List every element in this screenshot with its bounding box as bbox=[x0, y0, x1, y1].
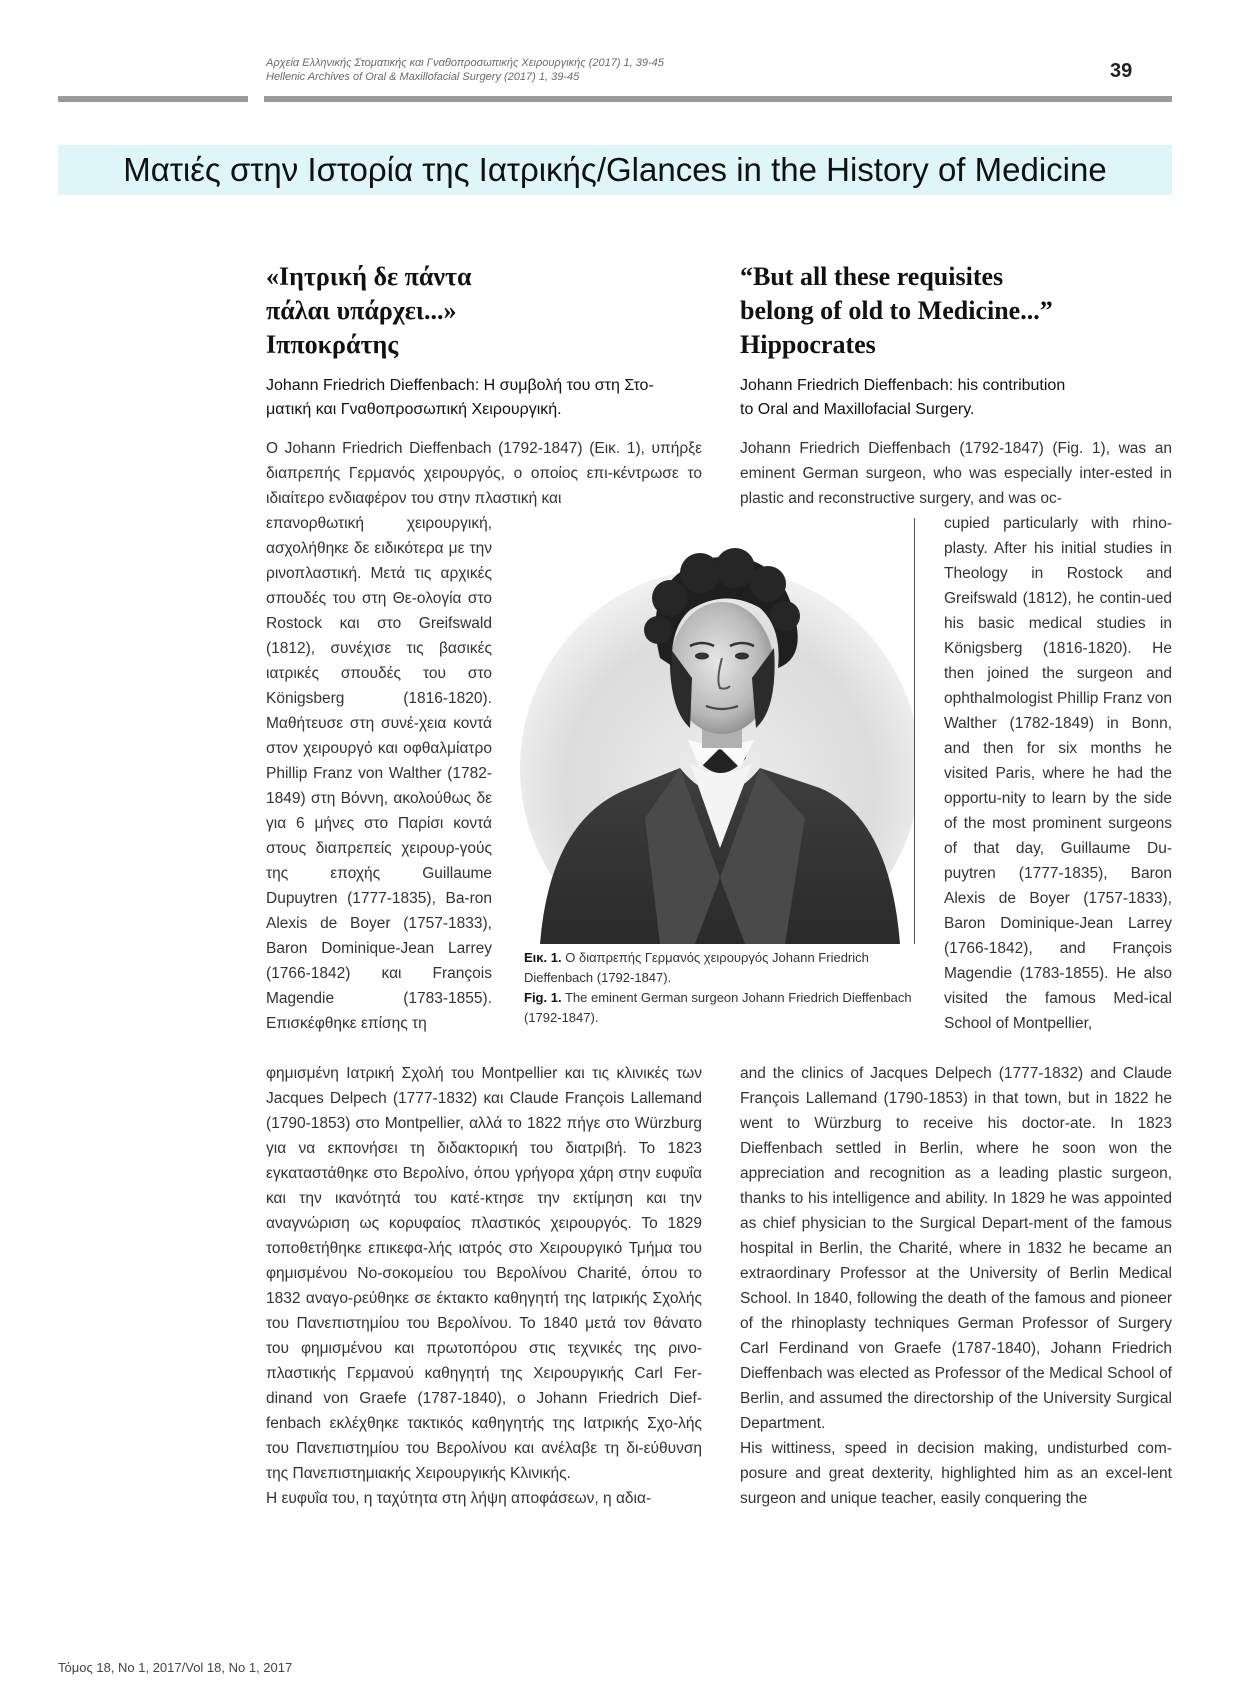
figure-caption-english-label: Fig. 1. bbox=[524, 990, 562, 1005]
figure-caption-greek-label: Εικ. 1. bbox=[524, 950, 562, 965]
journal-citation-english: Hellenic Archives of Oral & Maxillofacial Surgery (2017) 1, 39-45 bbox=[266, 71, 580, 83]
greek-quote bbox=[266, 260, 706, 362]
english-subtitle-line: Johann Friedrich Dieffenbach: his contribution bbox=[740, 377, 1066, 394]
english-quote-attribution: Hippocrates bbox=[740, 330, 876, 359]
greek-subtitle-line: ματική και Γναθοπροσωπική Χειρουργική. bbox=[266, 401, 562, 418]
english-subtitle-line: to Oral and Maxillofacial Surgery. bbox=[740, 401, 975, 418]
greek-paragraph: Ο Johann Friedrich Dieffenbach (1792-1847) (Εικ. 1), υπήρξε διαπρεπής Γερμανός χειρουργός, ο οποίος επι-κέντρωσε το ιδιαίτερο ενδιαφέρον του στην πλαστική και bbox=[266, 440, 702, 507]
english-paragraph: His wittiness, speed in decision making, undisturbed com-posure and great dexterity, highlighted him as an excel-lent surgeon and unique teacher, easily conquering the bbox=[740, 1440, 1172, 1507]
greek-article-subtitle bbox=[266, 374, 706, 422]
english-quote bbox=[740, 260, 1180, 362]
english-paragraph: cupied particularly with rhino-plasty. After his initial studies in Theology in Rostock and Greifswald (1812), he contin-ued his basic medical studies in Königsberg (1816-1820). He then joined the surgeon and ophthalmologist Phillip Franz von Walther (1782-1849) in Bonn, and then for six months he visited Paris, where he had the opportu-nity to learn by the side of the most prominent surgeons of that day, Guillaume Du-puytren (1777-1835), Baron Alexis de Boyer (1757-1833), Baron Dominique-Jean Larrey (1766-1842), and François Magendie (1783-1855). He also visited the famous Med-ical School of Montpellier, bbox=[944, 515, 1172, 1032]
greek-subtitle-line: Johann Friedrich Dieffenbach: Η συμβολή του στη Στο- bbox=[266, 377, 654, 394]
greek-body-wrap bbox=[266, 511, 492, 1061]
journal-citation bbox=[266, 56, 926, 84]
figure-caption-greek bbox=[524, 948, 914, 988]
english-body-rest bbox=[740, 1061, 1172, 1511]
english-paragraph: and the clinics of Jacques Delpech (1777-1832) and Claude François Lallemand (1790-1853) in that town, but in 1822 he went to Würzburg to receive his doctor-ate. In 1823 Dieffenbach settled in Berlin, where he soon won the appreciation and recognition as a leading plastic surgeon, thanks to his intelligence and ability. In 1829 he was appointed as chief physician to the Surgical Depart-ment of the famous hospital in Berlin, the Charité, where in 1832 he became an extraordinary Professor at the University of Berlin Medical School. In 1840, following the death of the famous and pioneer of the rhinoplasty techniques German Professor of Surgery Carl Ferdinand von Graefe (1787-1840), Johann Friedrich Dieffenbach was elected as Professor of the Medical School of Berlin, and assumed the directorship of the University Surgical Department. bbox=[740, 1065, 1172, 1432]
portrait-figure bbox=[520, 518, 915, 944]
figure-caption-greek-text: Ο διαπρεπής Γερμανός χειρουργός Johann Friedrich Dieffenbach (1792-1847). bbox=[524, 950, 869, 985]
greek-paragraph: φημισμένη Ιατρική Σχολή του Montpellier και τις κλινικές των Jacques Delpech (1777-1832) και Claude François Lallemand (1790-1853) στο Montpellier, αλλά το 1822 πήγε στο Würzburg για να εκπονήσει τη διδακτορική του διατριβή. Το 1823 εγκαταστάθηκε στο Βερολίνο, όπου γρήγορα χάρη στην ευφυΐα και την ικανότητά του κατέ-κτησε την εκτίμηση και την αναγνώριση ως κορυφαίος πλαστικός χειρουργός. Το 1829 τοποθετήθηκε επικεφα-λής ιατρός στο Χειρουργικό Τμήμα του φημισμένου Νο-σοκομείου του Βερολίνου Charité, όπου το 1832 αναγο-ρεύθηκε σε έκτακτο καθηγητή της Ιατρικής Σχολής του Πανεπιστημίου του Βερολίνου. Το 1840 μετά τον θάνατο του φημισμένου και πρωτοπόρου στις τεχνικές της ρινο-πλαστικής Γερμανού καθηγητή της Χειρουργικής Carl Fer-dinand von Graefe (1787-1840), ο Johann Friedrich Dief-fenbach εκλέχθηκε τακτικός καθηγητής της Ιατρικής Σχο-λής του Πανεπιστημίου του Βερολίνου και ανέλαβε τη δι-εύθυνση της Πανεπιστημιακής Χειρουργικής Κλινικής. bbox=[266, 1065, 702, 1482]
english-quote-line: “But all these requisites bbox=[740, 262, 1004, 291]
journal-citation-greek: Αρχεία Ελληνικής Στοματικής και Γναθοπροσωπικής Χειρουργικής (2017) 1, 39-45 bbox=[266, 57, 664, 69]
english-quote-line: belong of old to Medicine...” bbox=[740, 296, 1053, 325]
figure-caption-english bbox=[524, 988, 914, 1028]
greek-quote-line: πάλαι υπάρχει...» bbox=[266, 296, 457, 325]
figure-caption bbox=[524, 948, 914, 1028]
page-number: 39 bbox=[1110, 60, 1133, 82]
portrait-engraving bbox=[520, 518, 914, 944]
english-article-subtitle bbox=[740, 374, 1172, 422]
greek-body-rest bbox=[266, 1061, 702, 1511]
greek-quote-attribution: Ιπποκράτης bbox=[266, 330, 399, 359]
greek-paragraph: επανορθωτική χειρουργική, ασχολήθηκε δε ειδικότερα με την ρινοπλαστική. Μετά τις αρχικές σπουδές του στη Θε-ολογία στο Rostock και στο Greifswald (1812), συνέχισε τις βασικές ιατρικές σπουδές του στο Königsberg (1816-1820). Μαθήτευσε στη συνέ-χεια κοντά στον χειρουργό και οφθαλμίατρο Phillip Franz von Walther (1782-1849) στη Βόννη, ακολούθως δε για 6 μήνες στο Παρίσι κοντά στους διαπρεπείς χειρουρ-γούς της εποχής Guillaume Dupuytren (1777-1835), Ba-ron Alexis de Boyer (1757-1833), Baron Dominique-Jean Larrey (1766-1842) και François Magendie (1783-1855). Επισκέφθηκε επίσης τη bbox=[266, 515, 492, 1032]
section-title: Ματιές στην Ιστορία της Ιατρικής/Glances in the History of Medicine bbox=[123, 151, 1107, 188]
english-body-wrap bbox=[944, 511, 1172, 1061]
greek-body-intro bbox=[266, 436, 702, 511]
header-rule-left bbox=[58, 96, 248, 102]
greek-paragraph: Η ευφυΐα του, η ταχύτητα στη λήψη αποφάσεων, η αδια- bbox=[266, 1490, 652, 1507]
english-paragraph: Johann Friedrich Dieffenbach (1792-1847) (Fig. 1), was an eminent German surgeon, who was especially inter-ested in plastic and reconstructive surgery, and was oc- bbox=[740, 440, 1172, 507]
header-rule-right bbox=[264, 96, 1172, 102]
volume-footer: Τόμος 18, Νο 1, 2017/Vol 18, No 1, 2017 bbox=[58, 1660, 293, 1675]
figure-caption-english-text: The eminent German surgeon Johann Friedrich Dieffenbach (1792-1847). bbox=[524, 990, 912, 1025]
greek-quote-line: «Ιητρική δε πάντα bbox=[266, 262, 472, 291]
english-body-intro bbox=[740, 436, 1172, 511]
